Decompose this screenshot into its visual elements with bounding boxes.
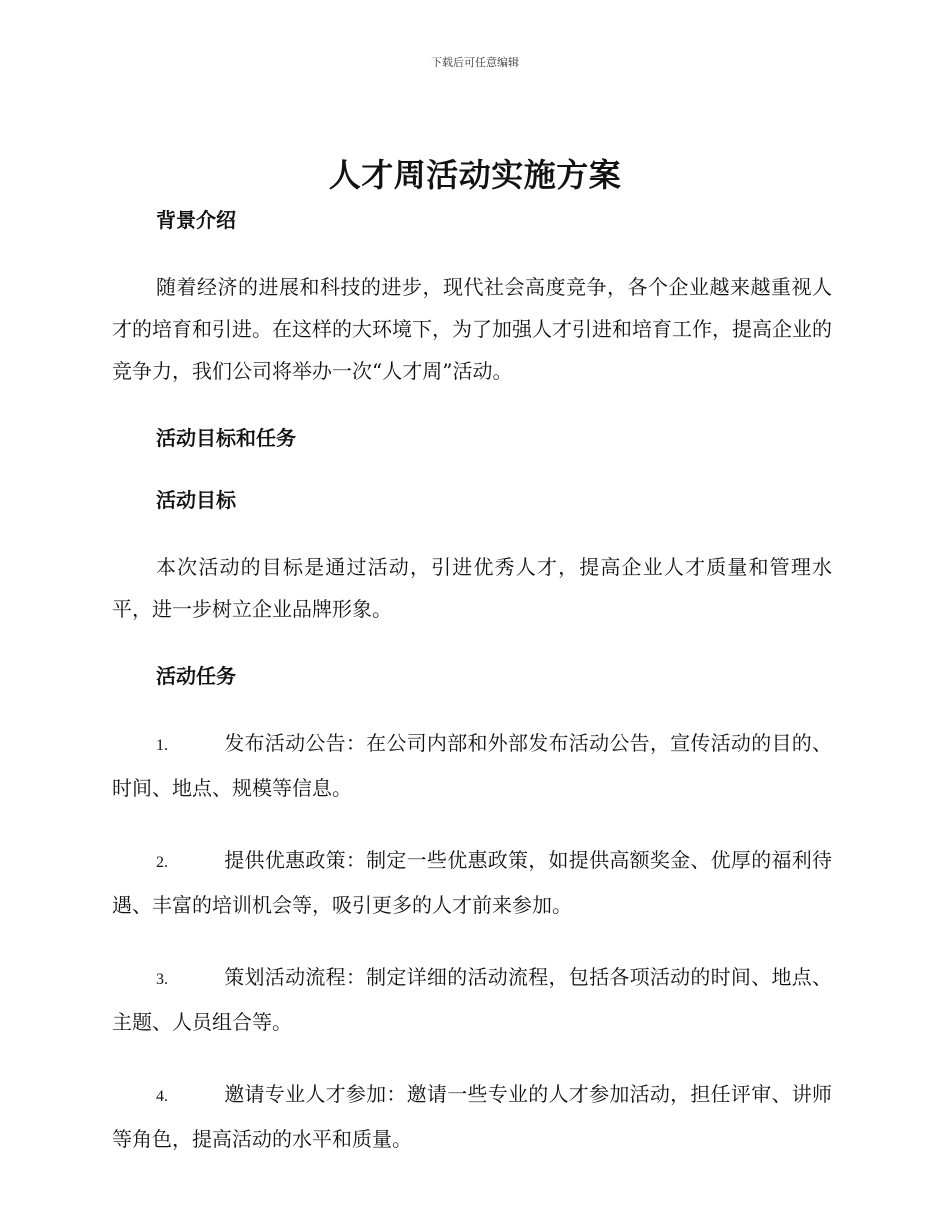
task-item-4 <box>112 1073 832 1160</box>
task-number-3: 3. <box>156 971 168 988</box>
background-paragraph: 随着经济的进展和科技的进步，现代社会高度竞争，各个企业越来越重视人才的培育和引进。在这样的大环境下，为了加强人才引进和培育工作，提高企业的竞争力，我们公司将举办一次“人才周”活动。 <box>112 275 832 383</box>
background-heading: 背景介绍 <box>156 208 236 232</box>
task-number-1: 1. <box>156 737 168 754</box>
goal-heading: 活动目标 <box>156 488 236 512</box>
task-text-1: 发布活动公告：在公司内部和外部发布活动公告，宣传活动的目的、时间、地点、规模等信息。 <box>112 731 832 800</box>
task-number-4: 4. <box>156 1088 168 1105</box>
tasks-heading: 活动任务 <box>156 664 236 688</box>
task-number-2: 2. <box>156 854 168 871</box>
task-text-3: 策划活动流程：制定详细的活动流程，包括各项活动的时间、地点、主题、人员组合等。 <box>112 965 832 1034</box>
task-item-1 <box>112 722 832 809</box>
document-title: 人才周活动实施方案 <box>328 156 622 194</box>
task-item-3 <box>112 956 832 1043</box>
task-text-4: 邀请专业人才参加：邀请一些专业的人才参加活动，担任评审、讲师等角色，提高活动的水平和质量。 <box>112 1082 832 1151</box>
task-text-2: 提供优惠政策：制定一些优惠政策，如提供高额奖金、优厚的福利待遇、丰富的培训机会等，吸引更多的人才前来参加。 <box>112 848 832 917</box>
download-note: 下载后可任意编辑 <box>431 56 519 69</box>
document-body <box>112 204 832 1190</box>
task-item-2 <box>112 839 832 926</box>
goal-paragraph: 本次活动的目标是通过活动，引进优秀人才，提高企业人才质量和管理水平，进一步树立企业品牌形象。 <box>112 555 832 621</box>
goals-tasks-heading: 活动目标和任务 <box>156 426 296 450</box>
